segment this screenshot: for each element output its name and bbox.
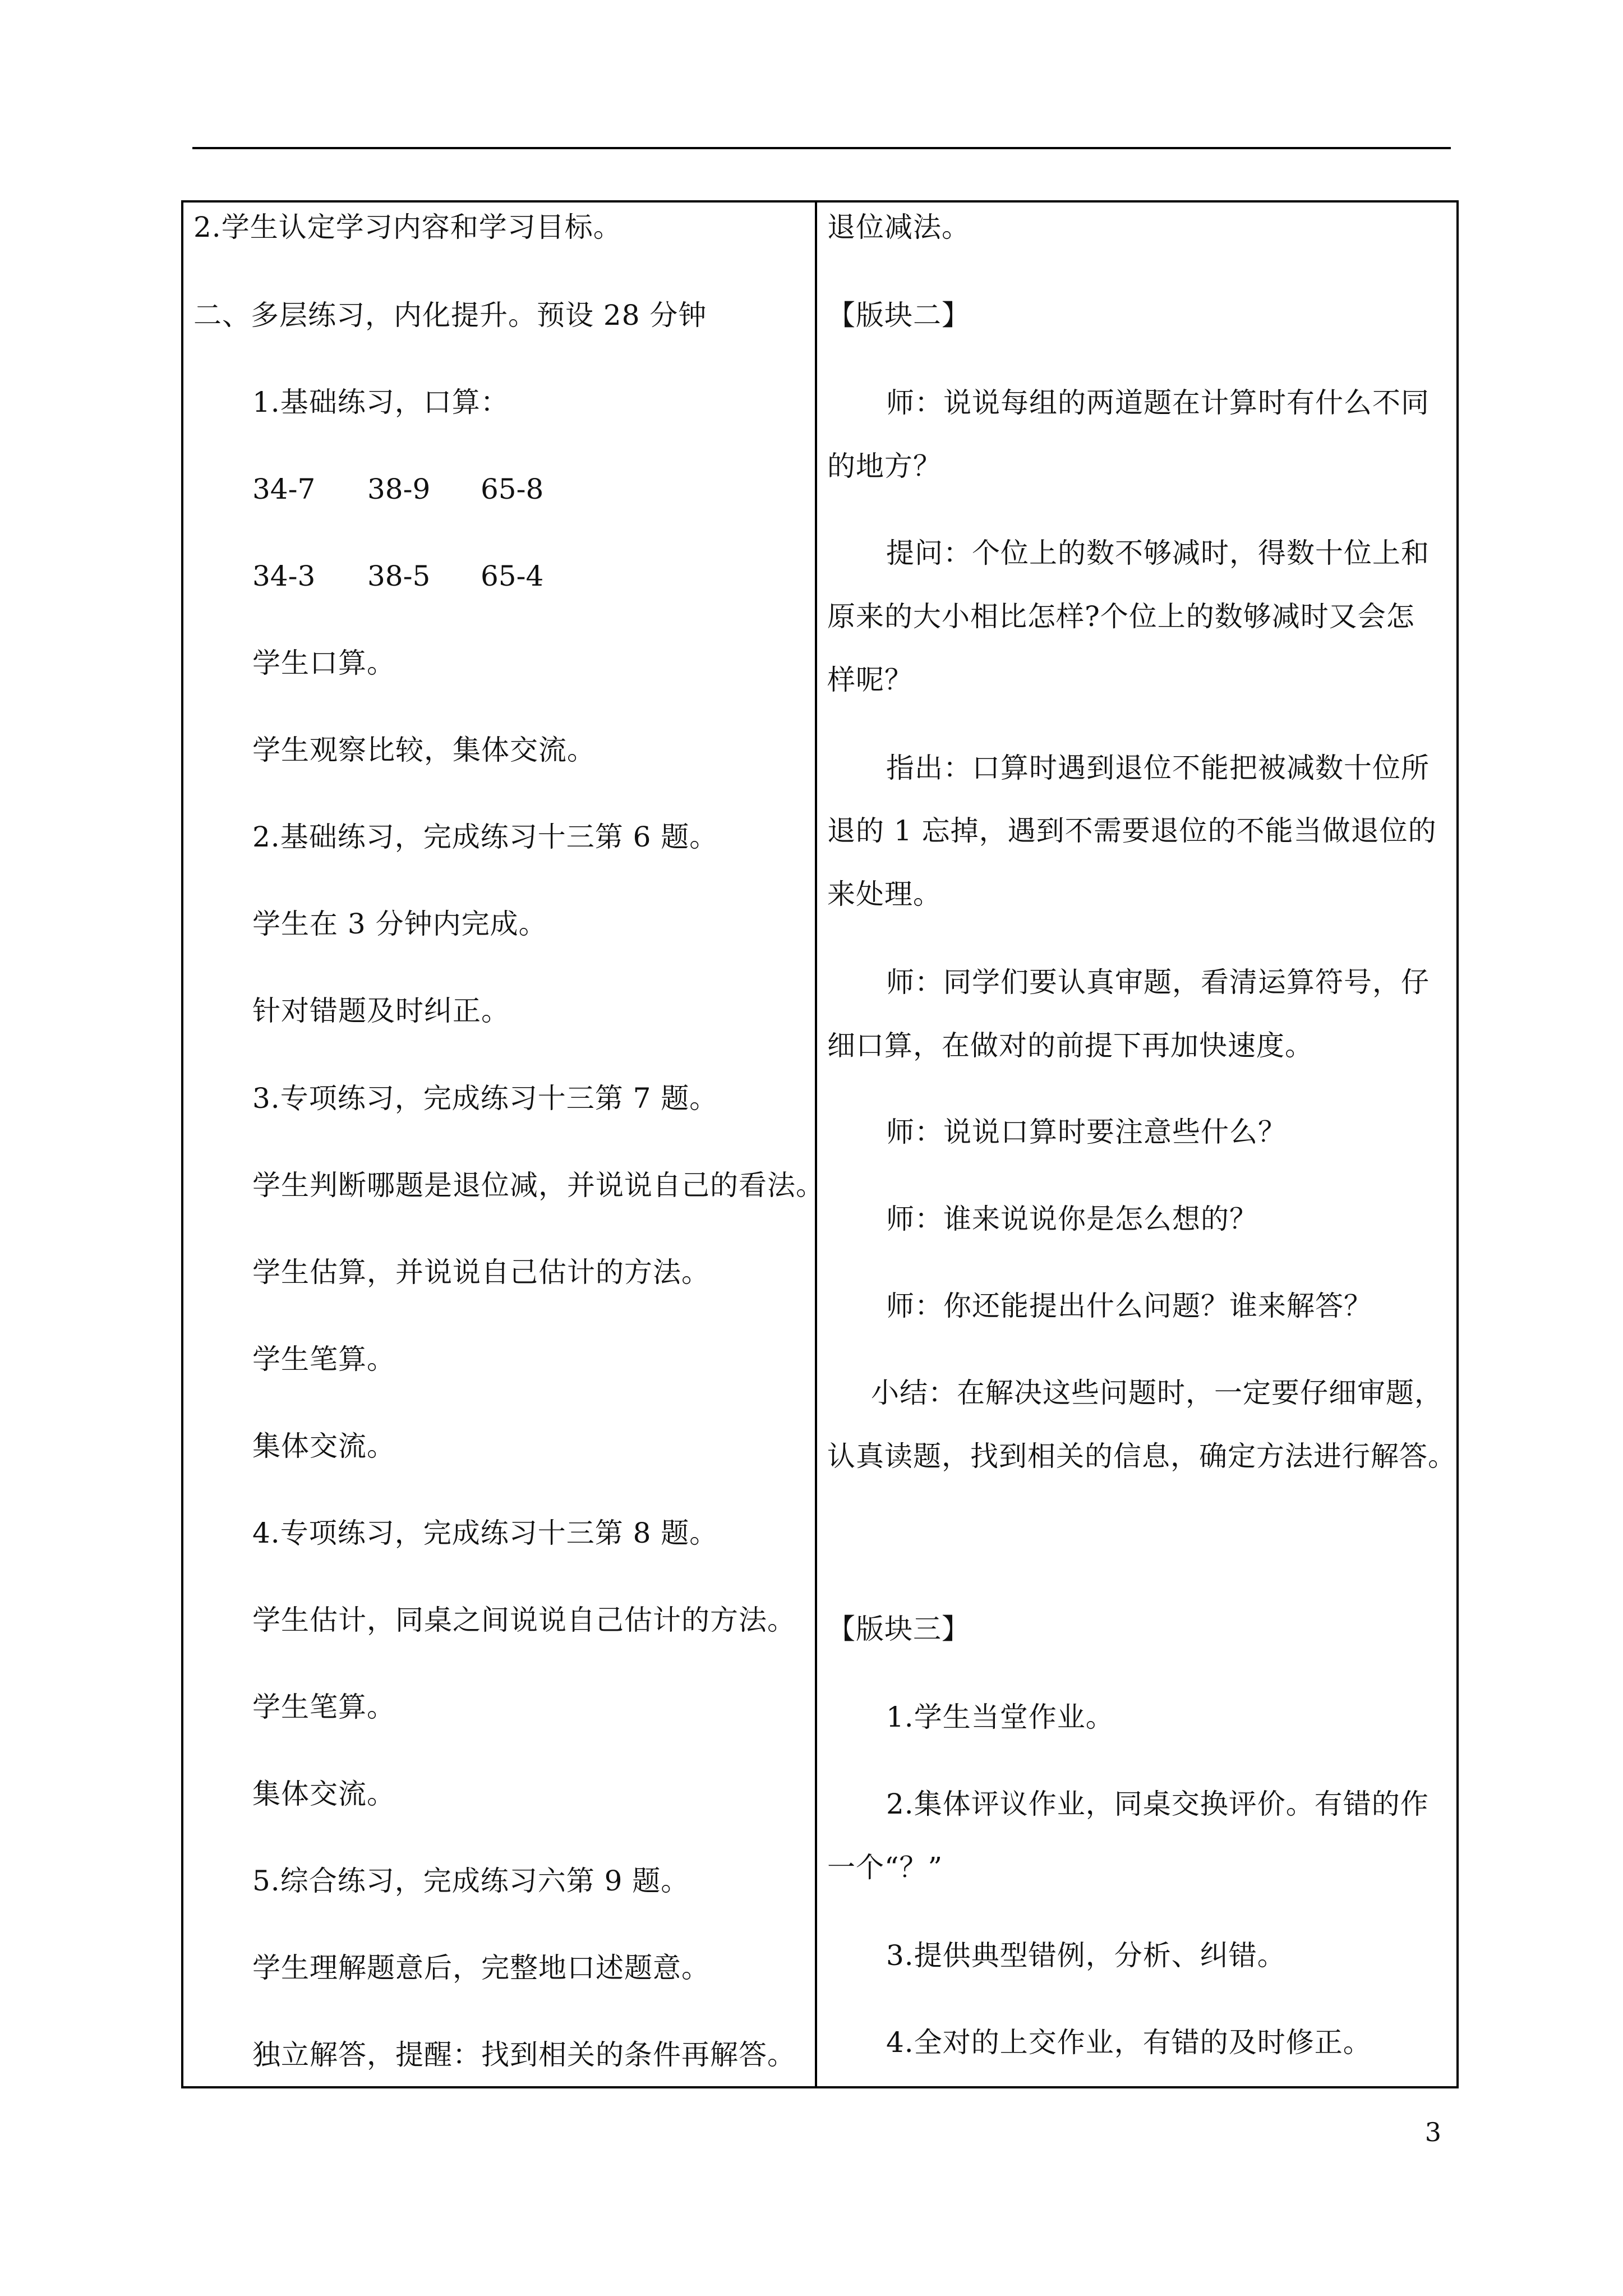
left-line-21: 学生理解题意后，完整地口述题意。: [252, 1952, 710, 1984]
right-line-8: 指出：口算时遇到退位不能把被减数十位所: [886, 752, 1430, 784]
arithmetic-item: 65-4: [481, 560, 544, 592]
header-rule: [192, 147, 1451, 149]
left-line-19: 集体交流。: [252, 1778, 395, 1810]
right-line-20: 2.集体评议作业，同桌交换评价。有错的作: [886, 1788, 1429, 1820]
left-line-3: 1.基础练习，口算：: [252, 386, 509, 418]
arithmetic-item: 38-9: [367, 473, 431, 505]
right-line-4: 的地方？: [827, 450, 942, 482]
right-line-12: 细口算，在做对的前提下再加快速度。: [827, 1029, 1313, 1062]
left-line-17: 学生估计，同桌之间说说自己估计的方法。: [252, 1604, 796, 1636]
left-line-18: 学生笔算。: [252, 1691, 395, 1723]
right-line-15: 师：你还能提出什么问题？谁来解答？: [886, 1290, 1372, 1322]
right-line-13: 师：说说口算时要注意些什么？: [886, 1116, 1287, 1148]
right-line-22: 3.提供典型错例，分析、纠错。: [886, 1939, 1286, 1972]
right-line-1: 退位减法。: [827, 211, 970, 243]
left-line-20: 5.综合练习，完成练习六第 9 题。: [252, 1865, 690, 1897]
right-section-heading-3: 【版块三】: [827, 1613, 970, 1645]
left-line-13: 学生估算，并说说自己估计的方法。: [252, 1256, 710, 1289]
right-line-3: 师：说说每组的两道题在计算时有什么不同: [886, 386, 1430, 419]
right-line-11: 师：同学们要认真审题，看清运算符号，仔: [886, 966, 1430, 999]
right-line-7: 样呢？: [827, 664, 913, 696]
left-line-16: 4.专项练习，完成练习十三第 8 题。: [252, 1517, 718, 1549]
right-section-heading-2: 【版块二】: [827, 299, 970, 332]
left-line-1: 2.学生认定学习内容和学习目标。: [193, 211, 622, 243]
left-line-12: 学生判断哪题是退位减，并说说自己的看法。: [252, 1169, 824, 1202]
right-line-19: 1.学生当堂作业。: [886, 1701, 1114, 1733]
left-line-8: 2.基础练习，完成练习十三第 6 题。: [252, 821, 718, 853]
left-line-11: 3.专项练习，完成练习十三第 7 题。: [252, 1082, 718, 1115]
left-line-14: 学生笔算。: [252, 1343, 395, 1375]
right-line-5: 提问：个位上的数不够减时，得数十位上和: [886, 537, 1430, 569]
arithmetic-item: 65-8: [481, 473, 544, 505]
left-line-15: 集体交流。: [252, 1430, 395, 1462]
right-line-14: 师：谁来说说你是怎么想的？: [886, 1203, 1258, 1235]
right-line-17: 认真读题，找到相关的信息，确定方法进行解答。: [827, 1440, 1456, 1473]
left-line-22: 独立解答，提醒：找到相关的条件再解答。: [252, 2039, 796, 2071]
right-line-9: 退的 1 忘掉，遇到不需要退位的不能当做退位的: [827, 815, 1437, 847]
arithmetic-item: 34-3: [252, 560, 316, 592]
arithmetic-item: 38-5: [367, 560, 431, 592]
right-line-16: 小结：在解决这些问题时，一定要仔细审题，: [871, 1377, 1443, 1409]
left-section-heading: 二、多层练习，内化提升。预设 28 分钟: [193, 299, 707, 332]
right-line-6: 原来的大小相比怎样?个位上的数够减时又会怎: [827, 600, 1415, 633]
right-line-10: 来处理。: [827, 878, 942, 910]
arithmetic-item: 34-7: [252, 473, 316, 505]
right-line-21: 一个“？”: [827, 1851, 943, 1884]
left-line-10: 针对错题及时纠正。: [252, 995, 510, 1027]
table-column-divider: [815, 200, 817, 2088]
page-number: 3: [1424, 2117, 1441, 2147]
left-line-9: 学生在 3 分钟内完成。: [252, 908, 547, 940]
right-line-23: 4.全对的上交作业，有错的及时修正。: [886, 2026, 1372, 2059]
left-line-6: 学生口算。: [252, 647, 395, 679]
left-line-7: 学生观察比较，集体交流。: [252, 734, 596, 766]
